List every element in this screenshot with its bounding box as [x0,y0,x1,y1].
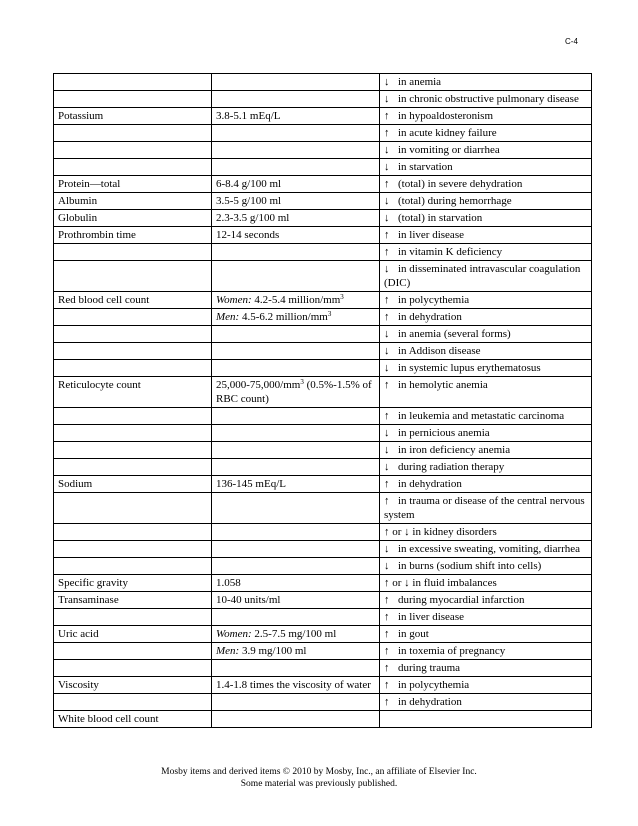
change-text: in anemia [398,76,442,88]
range-value: 4.5-6.2 million/mm [241,311,328,323]
normal-range-cell [212,592,380,609]
normal-range-cell [212,442,380,459]
superscript: 3 [327,310,332,318]
down-arrow-icon: ↓ [404,526,410,538]
normal-range-cell [212,176,380,193]
up-arrow-icon: ↑ [384,478,390,490]
copyright-footer [0,766,638,790]
down-arrow-icon: ↓ [384,543,390,555]
sex-label: Women: [216,628,252,640]
clinical-change-cell [380,292,592,309]
normal-range-cell [212,91,380,108]
normal-range-cell [212,558,380,575]
normal-range-cell [212,193,380,210]
normal-range-cell [212,408,380,425]
table-row [54,326,592,343]
table-row [54,408,592,425]
up-arrow-icon: ↑ [384,577,390,589]
footer-line-1: Mosby items and derived items © 2010 by Mosby, Inc., an affiliate of Elsevier Inc. [161,767,477,777]
up-arrow-icon: ↑ [384,662,390,674]
clinical-change-cell [380,609,592,626]
down-arrow-icon: ↓ [384,345,390,357]
range-value: 2.5-7.5 mg/100 ml [254,628,337,640]
normal-range-cell [212,575,380,592]
table-row [54,227,592,244]
up-arrow-icon: ↑ [384,178,390,190]
change-text: in chronic obstructive pulmonary disease [398,93,579,105]
sex-label: Men: [216,645,240,657]
clinical-change-cell [380,125,592,142]
up-arrow-icon: ↑ [384,526,390,538]
test-name-cell [54,609,212,626]
change-text: in dehydration [398,478,462,490]
range-value: 12-14 seconds [216,229,280,241]
table-row [54,493,592,524]
table-row [54,609,592,626]
table-row [54,176,592,193]
change-text: in Addison disease [398,345,481,357]
normal-range-cell [212,210,380,227]
clinical-change-cell [380,558,592,575]
footer-line-2: Some material was previously published. [240,779,398,789]
normal-range-cell [212,677,380,694]
test-name-cell [54,694,212,711]
clinical-change-cell [380,193,592,210]
normal-range-cell [212,326,380,343]
down-arrow-icon: ↓ [384,195,390,207]
change-text: in burns (sodium shift into cells) [398,560,542,572]
table-row [54,626,592,643]
table-row [54,592,592,609]
change-text: in iron deficiency anemia [398,444,511,456]
clinical-change-cell [380,159,592,176]
test-name-cell [54,244,212,261]
up-arrow-icon: ↑ [384,229,390,241]
down-arrow-icon: ↓ [384,328,390,340]
change-text: in excessive sweating, vomiting, diarrhea [398,543,581,555]
test-name-cell: Albumin [54,193,212,210]
table-row [54,643,592,660]
test-name-cell [54,425,212,442]
normal-range-cell [212,244,380,261]
change-text: in hypoaldosteronism [398,110,494,122]
normal-range-cell [212,309,380,326]
normal-range-cell [212,108,380,125]
down-arrow-icon: ↓ [384,76,390,88]
change-text: (total) in starvation [398,212,483,224]
normal-range-cell [212,425,380,442]
table-row [54,377,592,408]
change-text: in acute kidney failure [398,127,497,139]
table-row [54,91,592,108]
change-text: in hemolytic anemia [398,379,488,391]
range-value: 4.2-5.4 million/mm [254,294,341,306]
clinical-change-cell [380,575,592,592]
clinical-change-cell [380,643,592,660]
normal-range-cell [212,292,380,309]
clinical-change-cell [380,108,592,125]
superscript: 3 [300,378,304,386]
up-arrow-icon: ↑ [384,379,390,391]
up-arrow-icon: ↑ [384,645,390,657]
normal-range-cell [212,694,380,711]
or-word: or [392,577,402,589]
range-value: 2.3-3.5 g/100 ml [216,212,290,224]
normal-range-cell [212,261,380,292]
range-suffix: (0.5%-1.5% of RBC count) [216,379,372,405]
up-arrow-icon: ↑ [384,594,390,606]
test-name-cell [54,493,212,524]
change-text: in kidney disorders [412,526,497,538]
table-row [54,677,592,694]
test-name-cell [54,541,212,558]
test-name-cell [54,125,212,142]
page-number: C-4 [565,37,578,46]
change-text: in dehydration [398,696,462,708]
clinical-change-cell [380,227,592,244]
range-value: 3.8-5.1 mEq/L [216,110,281,122]
test-name-cell [54,558,212,575]
down-arrow-icon: ↓ [384,560,390,572]
clinical-change-cell [380,660,592,677]
table-row [54,159,592,176]
table-row [54,108,592,125]
up-arrow-icon: ↑ [384,311,390,323]
table-row [54,575,592,592]
up-arrow-icon: ↑ [384,410,390,422]
test-name-cell [54,660,212,677]
table-row [54,459,592,476]
test-name-cell: Specific gravity [54,575,212,592]
up-arrow-icon: ↑ [384,495,390,507]
normal-range-cell [212,711,380,728]
normal-range-cell [212,142,380,159]
change-text: in toxemia of pregnancy [398,645,506,657]
change-text: in vomiting or diarrhea [398,144,500,156]
change-text: in systemic lupus erythematosus [398,362,541,374]
test-name-cell: Globulin [54,210,212,227]
normal-range-cell [212,609,380,626]
table-row [54,694,592,711]
table-row [54,541,592,558]
normal-range-cell [212,74,380,91]
test-name-cell: White blood cell count [54,711,212,728]
normal-range-cell [212,159,380,176]
clinical-change-cell [380,476,592,493]
clinical-change-cell [380,309,592,326]
test-name-cell [54,159,212,176]
down-arrow-icon: ↓ [384,461,390,473]
sex-label: Men: [216,311,240,323]
table-row [54,74,592,91]
change-text: in polycythemia [398,294,470,306]
test-name-cell [54,326,212,343]
range-value: 3.9 mg/100 ml [241,645,307,657]
change-text: during radiation therapy [398,461,505,473]
change-text: in fluid imbalances [412,577,497,589]
clinical-change-cell [380,176,592,193]
normal-range-cell [212,377,380,408]
clinical-change-cell [380,677,592,694]
clinical-change-cell [380,459,592,476]
normal-range-cell [212,125,380,142]
clinical-change-cell [380,377,592,408]
normal-range-cell [212,459,380,476]
test-name-cell [54,459,212,476]
down-arrow-icon: ↓ [384,362,390,374]
test-name-cell: Prothrombin time [54,227,212,244]
clinical-change-cell [380,91,592,108]
down-arrow-icon: ↓ [404,577,410,589]
clinical-change-cell [380,626,592,643]
test-name-cell [54,408,212,425]
clinical-change-cell [380,524,592,541]
change-text: in pernicious anemia [398,427,490,439]
test-name-cell [54,309,212,326]
table-row [54,442,592,459]
test-name-cell [54,142,212,159]
table-row [54,261,592,292]
table-row [54,292,592,309]
test-name-cell: Red blood cell count [54,292,212,309]
normal-range-cell [212,343,380,360]
clinical-change-cell [380,592,592,609]
table-row [54,425,592,442]
normal-range-cell [212,360,380,377]
table-row [54,210,592,227]
test-name-cell: Viscosity [54,677,212,694]
change-text: (total) during hemorrhage [398,195,512,207]
clinical-change-cell [380,360,592,377]
range-value: 136-145 mEq/L [216,478,286,490]
clinical-change-cell [380,711,592,728]
sex-label: Women: [216,294,252,306]
change-text: in liver disease [398,611,464,623]
lab-values-body [54,74,592,728]
range-value: 6-8.4 g/100 ml [216,178,282,190]
down-arrow-icon: ↓ [384,263,390,275]
table-row [54,343,592,360]
change-text: in trauma or disease of the central nervous system [384,495,585,521]
table-row [54,125,592,142]
normal-range-cell [212,541,380,558]
test-name-cell: Protein—total [54,176,212,193]
down-arrow-icon: ↓ [384,444,390,456]
test-name-cell [54,261,212,292]
down-arrow-icon: ↓ [384,144,390,156]
change-text: in vitamin K deficiency [398,246,503,258]
test-name-cell [54,343,212,360]
up-arrow-icon: ↑ [384,696,390,708]
up-arrow-icon: ↑ [384,246,390,258]
table-row [54,524,592,541]
change-text: in liver disease [398,229,464,241]
table-row [54,660,592,677]
range-value: 1.4-1.8 times the viscosity of water [216,679,371,691]
clinical-change-cell [380,142,592,159]
normal-range-cell [212,626,380,643]
clinical-change-cell [380,493,592,524]
up-arrow-icon: ↑ [384,294,390,306]
change-text: in anemia (several forms) [398,328,511,340]
test-name-cell [54,442,212,459]
normal-range-cell [212,660,380,677]
change-text: (total) in severe dehydration [398,178,523,190]
up-arrow-icon: ↑ [384,110,390,122]
table-row [54,193,592,210]
test-name-cell [54,91,212,108]
clinical-change-cell [380,210,592,227]
clinical-change-cell [380,326,592,343]
clinical-change-cell [380,74,592,91]
range-value: 10-40 units/ml [216,594,281,606]
up-arrow-icon: ↑ [384,127,390,139]
range-value: 1.058 [216,577,241,589]
test-name-cell [54,360,212,377]
change-text: in disseminated intravascular coagulation (DIC) [384,263,581,289]
normal-range-cell [212,524,380,541]
table-row [54,558,592,575]
clinical-change-cell [380,442,592,459]
range-value: 3.5-5 g/100 ml [216,195,282,207]
down-arrow-icon: ↓ [384,161,390,173]
up-arrow-icon: ↑ [384,611,390,623]
up-arrow-icon: ↑ [384,628,390,640]
test-name-cell: Transaminase [54,592,212,609]
test-name-cell: Potassium [54,108,212,125]
down-arrow-icon: ↓ [384,427,390,439]
clinical-change-cell [380,408,592,425]
change-text: in polycythemia [398,679,470,691]
normal-range-cell [212,227,380,244]
normal-range-cell [212,476,380,493]
normal-range-cell [212,643,380,660]
clinical-change-cell [380,541,592,558]
down-arrow-icon: ↓ [384,212,390,224]
table-row [54,142,592,159]
superscript: 3 [340,293,344,301]
test-name-cell: Reticulocyte count [54,377,212,408]
clinical-change-cell [380,244,592,261]
test-name-cell: Sodium [54,476,212,493]
range-value: 25,000-75,000/mm [216,379,301,391]
up-arrow-icon: ↑ [384,679,390,691]
or-word: or [392,526,402,538]
normal-range-cell [212,493,380,524]
change-text: in dehydration [398,311,462,323]
change-text: in starvation [398,161,453,173]
table-row [54,476,592,493]
table-row [54,711,592,728]
clinical-change-cell [380,425,592,442]
change-text: during myocardial infarction [398,594,525,606]
lab-values-table [53,73,592,728]
test-name-cell: Uric acid [54,626,212,643]
table-row [54,244,592,261]
clinical-change-cell [380,694,592,711]
table-row [54,309,592,326]
test-name-cell [54,524,212,541]
test-name-cell [54,643,212,660]
down-arrow-icon: ↓ [384,93,390,105]
change-text: in gout [398,628,429,640]
test-name-cell [54,74,212,91]
clinical-change-cell [380,343,592,360]
clinical-change-cell [380,261,592,292]
change-text: in leukemia and metastatic carcinoma [398,410,565,422]
table-row [54,360,592,377]
change-text: during trauma [398,662,461,674]
